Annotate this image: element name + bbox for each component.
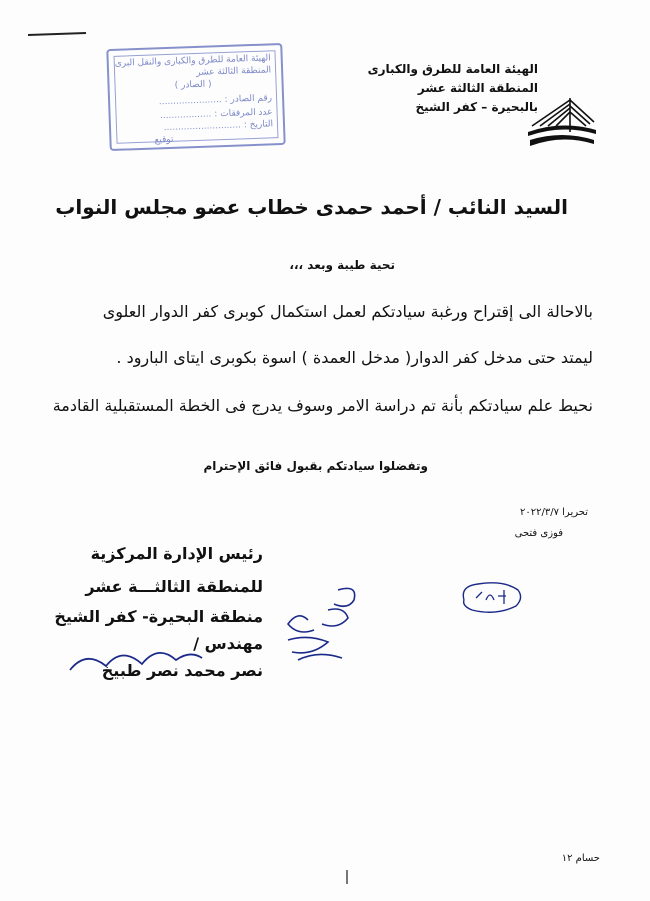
clerk-name: فوزى فتحى xyxy=(514,528,563,539)
body-line-2: ليمتد حتى مدخل كفر الدوار( مدخل العمدة ) اسوة بكوبرى ايتاى البارود . xyxy=(116,348,593,367)
letterhead xyxy=(368,60,538,117)
stamp-line-5: عدد المرفقات : .................. xyxy=(159,107,273,122)
initials-signature-icon xyxy=(456,578,526,618)
letterhead-line-3: بالبحيرة – كفر الشيخ xyxy=(415,100,538,114)
registry-stamp xyxy=(106,43,285,151)
stamp-line-2: المنطقة الثالثة عشر xyxy=(195,65,272,78)
stamp-line-4: رقم الصادر : ...................... xyxy=(158,93,273,108)
top-mark xyxy=(28,32,86,36)
ink-scribble-icon xyxy=(66,640,206,680)
stamp-line-7: توقيع xyxy=(154,134,174,146)
bridge-logo-icon xyxy=(526,92,598,152)
signatory-line-1: رئيس الإدارة المركزية xyxy=(90,544,263,563)
letterhead-line-2: المنطقة الثالثة عشر xyxy=(417,81,538,95)
signatory-name: نصر محمد نصر طبيخ xyxy=(101,661,263,680)
greeting: تحية طيبة وبعد ،،، xyxy=(289,258,395,272)
stamp-line-6: التاريخ : ........................... xyxy=(163,119,274,134)
letter-title: السيد النائب / أحمد حمدى خطاب عضو مجلس النواب xyxy=(55,195,568,219)
signatory-line-4: مهندس / xyxy=(193,634,263,653)
closing-line: وتفضلوا سيادتكم بقبول فائق الإحترام xyxy=(203,459,428,473)
body-line-3: نحيط علم سيادتكم بأنة تم دراسة الامر وسوف يدرج فى الخطة المستقبلية القادمة xyxy=(52,396,593,415)
signatory-line-2: للمنطقة الثالثـــة عشر xyxy=(85,577,263,596)
letterhead-line-1: الهيئة العامة للطرق والكبارى xyxy=(367,62,538,76)
signatory-line-3: منطقة البحيرة- كفر الشيخ xyxy=(54,607,263,626)
stamp-line-1: الهيئة العامة للطرق والكبارى والنقل البرى xyxy=(114,53,271,69)
footer-mark xyxy=(346,870,348,884)
handwritten-signature-icon xyxy=(268,580,368,680)
body-line-1: بالاحالة الى إقتراح ورغبة سيادتكم لعمل استكمال كوبرى كفر الدوار العلوى xyxy=(102,302,593,321)
footer-code: حسام ١٢ xyxy=(561,853,600,864)
letter-date: تحريرا ٢٠٢٢/٣/٧ xyxy=(520,507,588,518)
stamp-line-3: ( الصادر ) xyxy=(174,79,212,91)
